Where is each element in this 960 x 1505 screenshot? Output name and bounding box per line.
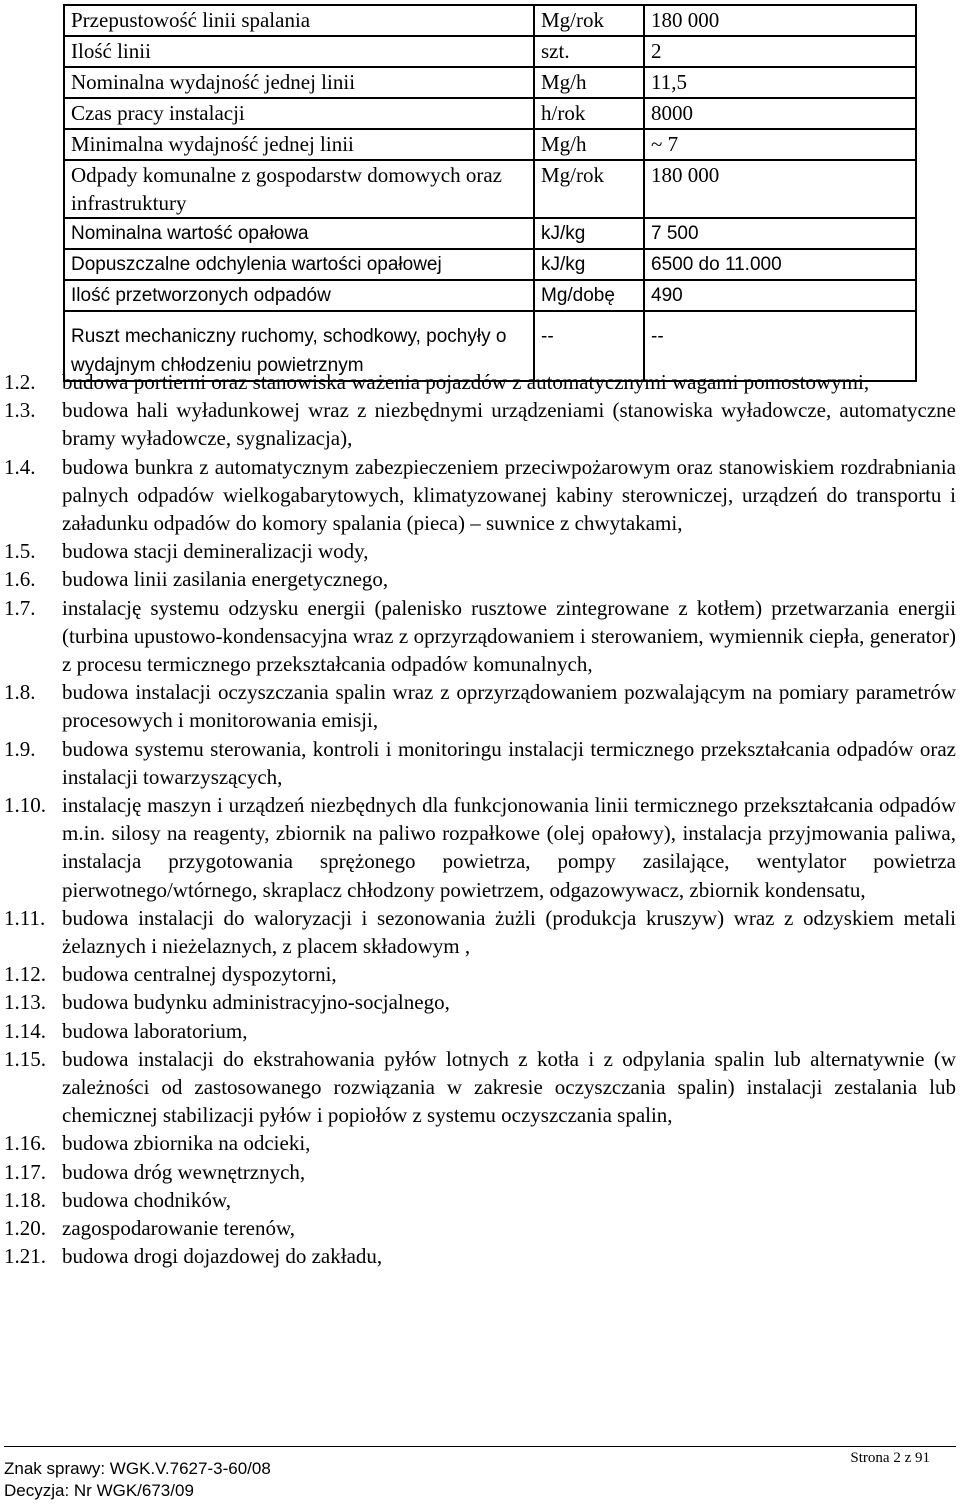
row-value: 8000 xyxy=(644,98,916,129)
list-item xyxy=(0,678,958,734)
item-text: budowa budynku administracyjno-socjalnego, xyxy=(62,990,450,1015)
list-item xyxy=(0,594,958,679)
list-item xyxy=(0,565,958,593)
item-text: budowa instalacji oczyszczania spalin wraz z oprzyrządowaniem pozwalającym na pomiary parametrów procesowych i monitorowania emisji, xyxy=(62,680,956,733)
item-number: 1.2. xyxy=(4,370,36,394)
list-item xyxy=(0,988,958,1016)
item-text: instalację maszyn i urządzeń niezbędnych dla funkcjonowania linii termicznego przekształcania odpadów m.in. silosy na reagenty, zbiornik na paliwo rozpałkowe (olej opałowy), instalacja przyjmowania paliwa, instalacja przygotowania sprężonego powietrza, pompy zasilające, wentylator powietrza pierwotnego/wtórnego, skraplacz chłodzony powietrzem, odgazowywacz, zbiornik kondensatu, xyxy=(62,793,956,902)
row-value: 11,5 xyxy=(644,67,916,98)
row-unit: Mg/rok xyxy=(534,5,644,36)
scope-list xyxy=(0,368,958,1271)
row-unit: Mg/rok xyxy=(534,160,644,218)
row-value: 180 000 xyxy=(644,5,916,36)
item-number: 1.11. xyxy=(4,905,46,930)
item-text: budowa drogi dojazdowej do zakładu, xyxy=(62,1244,383,1269)
case-reference: Znak sprawy: WGK.V.7627-3-60/08 xyxy=(4,1459,271,1478)
row-unit: Mg/dobę xyxy=(534,280,644,311)
item-text: budowa linii zasilania energetycznego, xyxy=(62,567,389,592)
row-unit: Mg/h xyxy=(534,67,644,98)
list-item xyxy=(0,368,958,396)
table-row xyxy=(64,160,916,218)
row-value: 7 500 xyxy=(644,218,916,249)
row-label: Odpady komunalne z gospodarstw domowych oraz infrastruktury xyxy=(64,160,534,218)
table-row xyxy=(64,67,916,98)
item-text: budowa stacji demineralizacji wody, xyxy=(62,539,369,564)
item-text: budowa instalacji do ekstrahowania pyłów lotnych z kotła i z odpylania spalin lub alternatywnie (w zależności od zastosowanego rozwiązania w zakresie oczyszczania spalin) instalacji zestalania lub chemicznej stabilizacji pyłów i popiołów z systemu oczyszczania spalin, xyxy=(62,1046,956,1128)
decision-reference: Decyzja: Nr WGK/673/09 xyxy=(4,1481,194,1500)
item-text: budowa chodników, xyxy=(62,1187,231,1212)
item-number: 1.6. xyxy=(4,567,36,592)
item-number: 1.17. xyxy=(4,1159,46,1184)
list-item xyxy=(0,396,958,452)
list-item xyxy=(0,1017,958,1045)
item-number: 1.18. xyxy=(4,1187,46,1212)
item-text: budowa portierni oraz stanowiska ważenia pojazdów z automatycznymi wagami pomostowymi, xyxy=(62,370,870,394)
row-label: Minimalna wydajność jednej linii xyxy=(64,129,534,160)
item-number: 1.9. xyxy=(4,736,36,761)
item-text: budowa bunkra z automatycznym zabezpieczeniem przeciwpożarowym oraz stanowiskiem rozdrabniania palnych odpadów wielkogabarytowych, klimatyzowanej kabiny sterowniczej, urządzeń do transportu i załadunku odpadów do komory spalania (pieca) – suwnice z chwytakami, xyxy=(62,454,956,536)
table-row xyxy=(64,36,916,67)
list-item xyxy=(0,1129,958,1157)
item-text: budowa laboratorium, xyxy=(62,1018,248,1043)
page-number: Strona 2 z 91 xyxy=(850,1450,930,1466)
row-value: ~ 7 xyxy=(644,129,916,160)
item-number: 1.10. xyxy=(4,793,46,818)
list-item xyxy=(0,1158,958,1186)
table-row xyxy=(64,218,916,249)
table-row xyxy=(64,249,916,280)
row-label: Dopuszczalne odchylenia wartości opałowej xyxy=(64,249,534,280)
list-item xyxy=(0,904,958,960)
item-number: 1.16. xyxy=(4,1131,46,1156)
item-text: instalację systemu odzysku energii (palenisko rusztowe zintegrowane z kotłem) przetwarzania energii (turbina upustowo-kondensacyjna wraz z oprzyrządowaniem i sterowaniem, wymiennik ciepła, generator) z procesu termicznego przekształcania odpadów komunalnych, xyxy=(62,595,956,677)
row-value: 490 xyxy=(644,280,916,311)
item-number: 1.13. xyxy=(4,990,46,1015)
item-number: 1.12. xyxy=(4,962,46,987)
item-number: 1.7. xyxy=(4,595,36,620)
list-item xyxy=(0,537,958,565)
item-text: budowa systemu sterowania, kontroli i monitoringu instalacji termicznego przekształcania odpadów oraz instalacji towarzyszących, xyxy=(62,736,956,789)
list-item xyxy=(0,1214,958,1242)
table-row xyxy=(64,98,916,129)
list-item xyxy=(0,1242,958,1270)
item-text: budowa hali wyładunkowej wraz z niezbędnymi urządzeniami (stanowiska wyładowcze, automatyczne bramy wyładowcze, sygnalizacja), xyxy=(62,398,956,451)
item-number: 1.14. xyxy=(4,1018,46,1043)
footer-divider xyxy=(4,1446,956,1447)
item-number: 1.8. xyxy=(4,680,36,705)
table-row xyxy=(64,129,916,160)
row-unit: h/rok xyxy=(534,98,644,129)
item-text: budowa zbiornika na odcieki, xyxy=(62,1131,311,1156)
row-unit: -- xyxy=(534,311,644,381)
item-number: 1.20. xyxy=(4,1216,46,1241)
list-item xyxy=(0,1045,958,1130)
item-number: 1.3. xyxy=(4,398,36,423)
row-value: 6500 do 11.000 xyxy=(644,249,916,280)
row-value: 2 xyxy=(644,36,916,67)
row-label: Nominalna wydajność jednej linii xyxy=(64,67,534,98)
parameters-table xyxy=(63,4,917,382)
table-row xyxy=(64,5,916,36)
row-unit: Mg/h xyxy=(534,129,644,160)
list-item xyxy=(0,960,958,988)
list-item xyxy=(0,735,958,791)
row-label: Ilość przetworzonych odpadów xyxy=(64,280,534,311)
row-label: Ilość linii xyxy=(64,36,534,67)
item-text: budowa dróg wewnętrznych, xyxy=(62,1159,306,1184)
row-label: Ruszt mechaniczny ruchomy, schodkowy, pochyły o wydajnym chłodzeniu powietrznym xyxy=(64,311,534,381)
row-value: -- xyxy=(644,311,916,381)
list-item xyxy=(0,453,958,538)
item-text: budowa instalacji do waloryzacji i sezonowania żużli (produkcja kruszyw) wraz z odzyskiem metali żelaznych i nieżelaznych, z placem składowym , xyxy=(62,905,956,959)
row-label: Nominalna wartość opałowa xyxy=(64,218,534,249)
row-unit: szt. xyxy=(534,36,644,67)
row-value: 180 000 xyxy=(644,160,916,218)
row-label: Czas pracy instalacji xyxy=(64,98,534,129)
table-row xyxy=(64,280,916,311)
item-number: 1.15. xyxy=(4,1046,46,1071)
item-text: budowa centralnej dyspozytorni, xyxy=(62,962,337,987)
item-number: 1.5. xyxy=(4,539,36,564)
footer-references xyxy=(4,1458,271,1502)
list-item xyxy=(0,791,958,904)
item-text: zagospodarowanie terenów, xyxy=(62,1216,296,1241)
row-unit: kJ/kg xyxy=(534,249,644,280)
item-number: 1.4. xyxy=(4,454,36,479)
item-number: 1.21. xyxy=(4,1244,46,1269)
row-label: Przepustowość linii spalania xyxy=(64,5,534,36)
list-item xyxy=(0,1186,958,1214)
row-unit: kJ/kg xyxy=(534,218,644,249)
